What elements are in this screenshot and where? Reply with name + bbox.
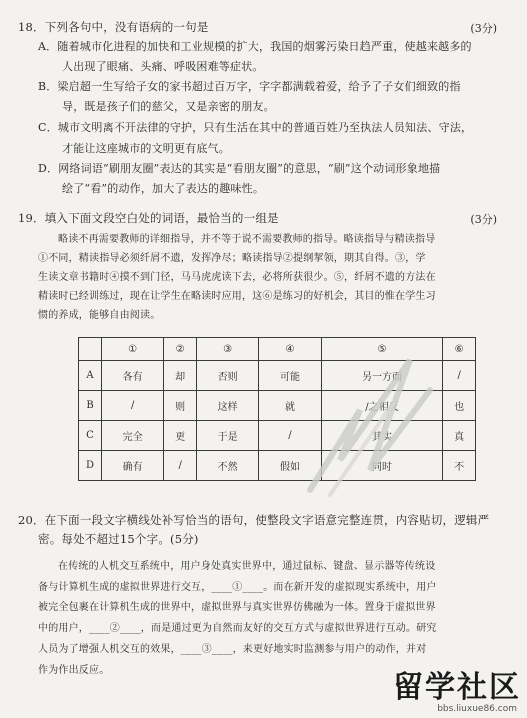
table-row: [79, 361, 476, 391]
table-header-cell: ⑥: [443, 338, 476, 361]
watermark-logo-text: 留学社区: [393, 670, 521, 705]
q20-passage-line2: 备与计算机生成的虚拟世界进行交互，____①____。而在新开发的虚拟现实系统中，用户: [38, 582, 437, 593]
table-cell: 这样: [196, 391, 258, 421]
table-cell: 却: [164, 361, 197, 391]
watermark-url: bbs.liuxue86.com: [437, 704, 517, 714]
table-cell: 不然: [196, 451, 258, 481]
q19-passage-line3: 生读文章书籍时④摸不到门径，马马虎虎读下去，必将所获很少。⑤，纤屑不遗的方法在: [38, 272, 436, 283]
q20-passage-line3: 被完全包裹在计算机生成的世界中，虚拟世界与真实世界仿佛融为一体。置身于虚拟世界: [38, 602, 436, 613]
q20-passage-line5: 人员为了增强人机交互的效果，____③____，来更好地实时监测参与用户的动作，并对: [38, 644, 427, 655]
table-header-cell: ④: [259, 338, 321, 361]
q20-stem-line1: 20．在下面一段文字横线处补写恰当的语句，使整段文字语意完整连贯，内容贴切，逻辑严: [18, 513, 490, 527]
table-cell: 否则: [196, 361, 258, 391]
q19-points: (3分): [470, 213, 497, 226]
table-row: [79, 451, 476, 481]
q20-passage-line6: 作为作出反应。: [38, 665, 110, 676]
table-cell: 于是: [196, 421, 258, 451]
table-row: [79, 421, 476, 451]
q19-passage-line2: ①不同，精读指导必须纤屑不遗，发挥净尽；略读指导②提纲挈领，期其自得。③，学: [38, 253, 426, 264]
q18-option-a-line2: 人出现了眼痛、头痛、呼吸困难等症状。: [62, 60, 264, 73]
table-cell: 则: [164, 391, 197, 421]
q18-option-c-line1: C．城市文明离不开法律的守护，只有生活在其中的普通百姓乃至执法人员知法、守法，: [38, 121, 473, 134]
table-cell: 更: [164, 421, 197, 451]
q20-passage-line1: 在传统的人机交互系统中，用户身处真实世界中，通过鼠标、键盘、显示器等传统设: [58, 561, 436, 572]
table-cell: 不: [443, 451, 476, 481]
q20-stem-line2: 密。每处不超过15个字。(5分): [38, 532, 199, 546]
table-cell: 其实: [321, 421, 443, 451]
table-header-cell: [79, 338, 102, 361]
table-row-label: C: [79, 421, 102, 451]
table-row: [79, 391, 476, 421]
q18-option-d-line1: D．网络词语“刷朋友圈”表达的其实是“看朋友圈”的意思，“刷”这个动词形象地描: [38, 162, 441, 175]
table-cell: /之相反: [321, 391, 443, 421]
table-header-cell: ②: [164, 338, 197, 361]
table-cell: 确有: [102, 451, 164, 481]
table-header-cell: ①: [102, 338, 164, 361]
table-row-label: B: [79, 391, 102, 421]
q18-points: (3分): [470, 22, 497, 35]
table-cell: 各有: [102, 361, 164, 391]
q18-option-b-line1: B．梁启超一生写给子女的家书超过百万字，字字都满载着爱，给予了子女们细致的指: [38, 80, 461, 93]
q18-option-a-line1: A．随着城市化进程的加快和工业规模的扩大，我国的烟雾污染日趋严重，使越来越多的: [38, 40, 472, 53]
table-cell: 另一方面: [321, 361, 443, 391]
table-cell: /: [259, 421, 321, 451]
q19-passage-line1: 略读不再需要教师的详细指导，并不等于说不需要教师的指导。略读指导与精读指导: [58, 234, 436, 245]
q18-stem: 18．下列各句中，没有语病的一句是: [18, 20, 209, 34]
table-cell: 假如: [259, 451, 321, 481]
q19-passage-line5: 惯的养成，能够自由阅读。: [38, 310, 161, 321]
q19-answer-table: [78, 337, 476, 481]
table-cell: /: [443, 361, 476, 391]
table-cell: /: [102, 391, 164, 421]
table-cell: 真: [443, 421, 476, 451]
q18-option-b-line2: 导，既是孩子们的慈父，又是亲密的朋友。: [62, 100, 275, 113]
table-row-label: A: [79, 361, 102, 391]
q19-passage-line4: 精读时已经训练过，现在让学生在略读时应用，这⑥是练习的好机会，其目的惟在学生习: [38, 291, 436, 302]
table-header-row: [79, 338, 476, 361]
q20-passage-line4: 中的用户，____②____，而是通过更为自然而友好的交互方式与虚拟世界进行互动。研究: [38, 623, 437, 634]
q18-option-d-line2: 绘了“看”的动作，加大了表达的趣味性。: [62, 182, 265, 195]
table-cell: 同时: [321, 451, 443, 481]
q18-option-c-line2: 才能让这座城市的文明更有底气。: [62, 142, 230, 155]
table-cell: 也: [443, 391, 476, 421]
table-cell: 完全: [102, 421, 164, 451]
table-cell: 可能: [259, 361, 321, 391]
table-row-label: D: [79, 451, 102, 481]
table-header-cell: ⑤: [321, 338, 443, 361]
table-cell: 就: [259, 391, 321, 421]
site-watermark: [393, 672, 521, 714]
table-header-cell: ③: [196, 338, 258, 361]
q19-stem: 19．填入下面文段空白处的词语，最恰当的一组是: [18, 211, 279, 225]
table-cell: /: [164, 451, 197, 481]
